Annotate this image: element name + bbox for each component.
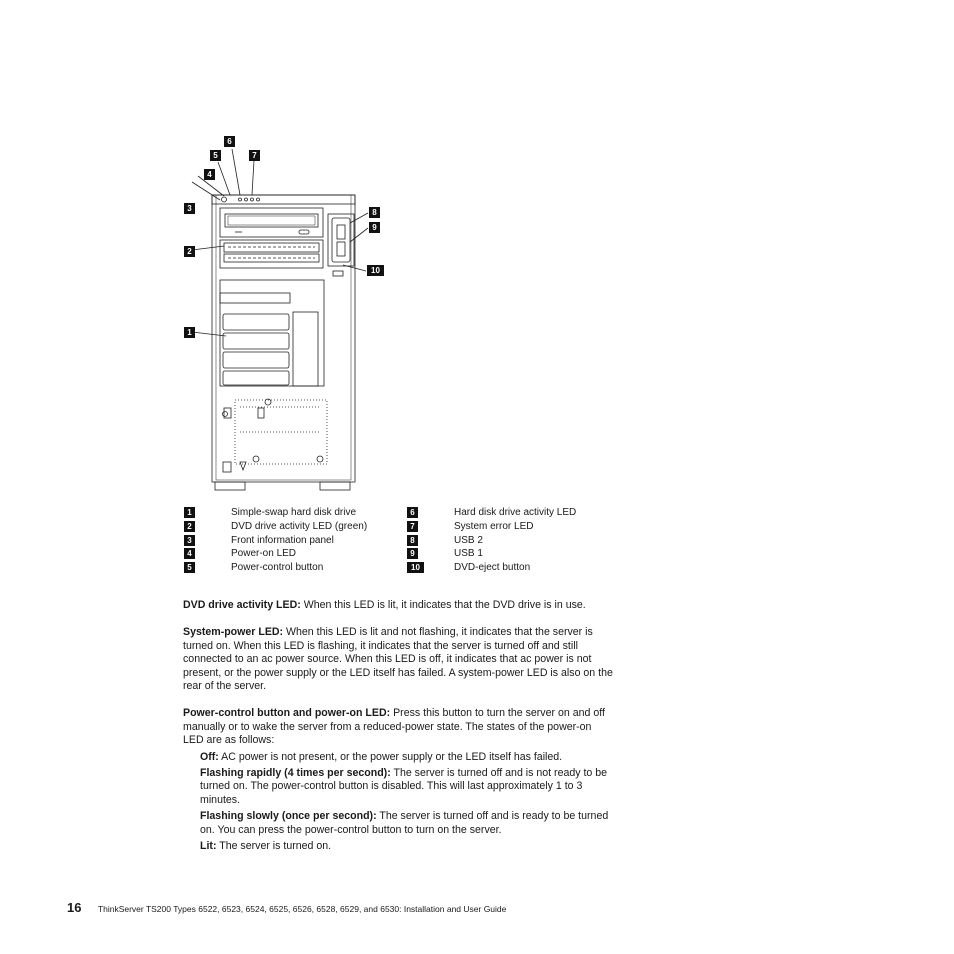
legend-label: Hard disk drive activity LED [454,507,577,518]
legend-number: 6 [407,507,418,518]
term: Power-control button and power-on LED: [183,707,391,720]
legend-number: 5 [184,562,195,573]
callout-1: 1 [184,327,195,338]
callout-2: 2 [184,246,195,257]
description: Press this button to turn the server on and off manually or to wake the server from a reduced-power state. The states of the power-on LED are as follows: [183,707,605,747]
legend-number: 9 [407,548,418,559]
callout-3: 3 [184,203,195,214]
legend-number: 3 [184,535,195,546]
description: AC power is not present, or the power supply or the LED itself has failed. [218,750,563,763]
term: Flashing slowly (once per second): [200,810,377,823]
term: Off: [200,750,219,763]
server-front-view-figure [180,132,390,494]
callout-6: 6 [224,136,235,147]
legend-label: USB 2 [454,534,483,546]
legend-label: Simple-swap hard disk drive [231,507,357,518]
state-flashing-rapidly [200,767,613,807]
legend-number: 1 [184,507,195,518]
legend-label: Power-on LED [231,548,297,560]
callout-10: 10 [367,265,384,276]
legend-number: 7 [407,521,418,532]
paragraph-dvd-led [183,599,613,612]
description: The server is turned on. [216,840,332,853]
callout-7: 7 [249,150,260,161]
legend-number: 4 [184,548,195,559]
state-flashing-slowly [200,810,613,837]
server-front-drawing [180,132,390,494]
description: The server is turned off and is not ready to be turned on. The power-control button is disabled. This will last approximately 1 to 3 minutes. [200,767,608,806]
state-off [200,751,613,764]
term: Flashing rapidly (4 times per second): [200,767,391,780]
legend-number: 8 [407,535,418,546]
legend-label: DVD drive activity LED (green) [231,520,368,532]
legend-label: USB 1 [454,548,483,560]
callout-4: 4 [204,169,215,180]
term: Lit: [200,840,217,853]
legend-number: 2 [184,521,195,532]
description: When this LED is lit, it indicates that the DVD drive is in use. [300,599,586,611]
body-text [183,599,613,857]
legend-label: Power-control button [231,562,324,574]
page-number: 16 [67,900,82,915]
callout-5: 5 [210,150,221,161]
term: System-power LED: [183,626,284,639]
legend-number: 10 [407,562,424,573]
description: The server is turned off and is ready to be turned on. You can press the power-control button to turn on the server. [200,810,609,836]
legend-label: DVD-eject button [454,562,531,574]
state-lit [200,840,613,853]
page-footer [67,899,506,917]
paragraph-system-power-led [183,626,613,693]
callout-8: 8 [369,207,380,218]
term: DVD drive activity LED: [183,599,301,611]
description: When this LED is lit and not flashing, it indicates that the server is turned on. When this LED is flashing, it indicates that the server is turned off and still connected to an ac power source. When this LED is off, it indicates that ac power is not present, or the power supply or the LED itself has failed. A system-power LED is also on the rear of the server. [183,626,613,693]
legend-label: System error LED [454,520,534,532]
legend-label: Front information panel [231,534,334,546]
callout-9: 9 [369,222,380,233]
paragraph-power-control [183,707,613,747]
footer-title: ThinkServer TS200 Types 6522, 6523, 6524, 6525, 6526, 6528, 6529, and 6530: Installation and User Guide [97,904,507,914]
